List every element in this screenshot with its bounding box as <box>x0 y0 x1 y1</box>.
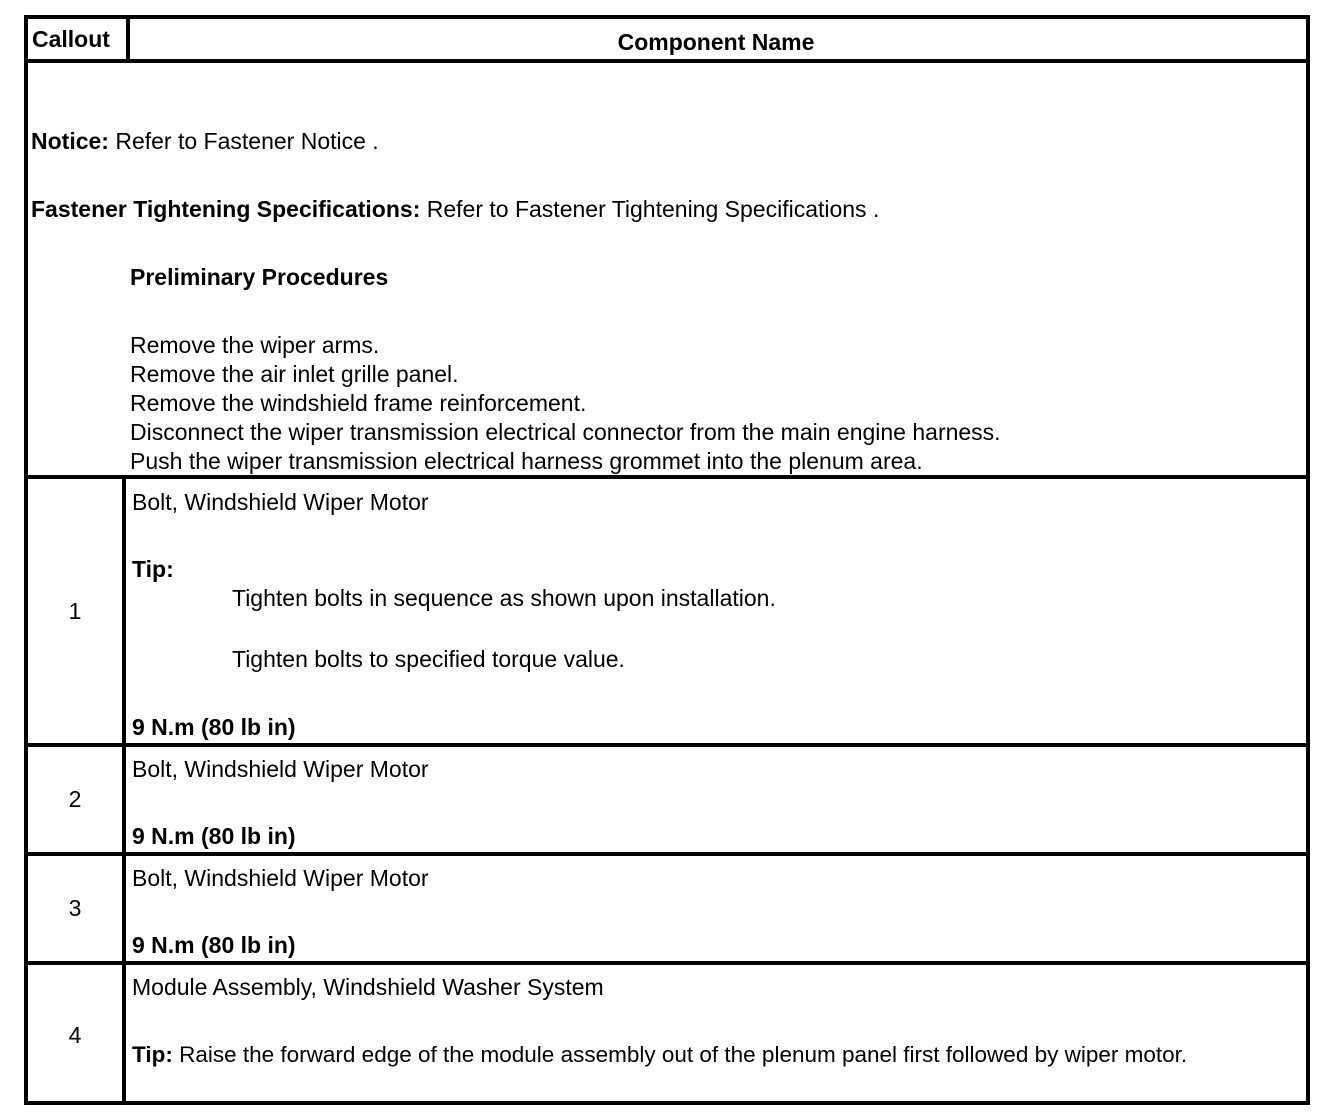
component-cell <box>126 965 1306 1105</box>
component-cell <box>126 479 1306 743</box>
notice-label: Notice: <box>31 128 109 154</box>
table-row <box>28 856 1306 965</box>
torque-value: 9 N.m (80 lb in) <box>132 932 296 958</box>
header-component-cell <box>126 19 1306 59</box>
notice-text: Refer to Fastener Notice . <box>115 128 379 154</box>
callout-cell <box>28 856 126 961</box>
table-row <box>28 747 1306 856</box>
header-callout-cell <box>28 19 130 59</box>
tip-line <box>132 1044 1187 1067</box>
callout-number: 1 <box>68 597 82 624</box>
spec-text: Refer to Fastener Tightening Specifications . <box>426 196 880 222</box>
table-row <box>28 965 1306 1105</box>
component-cell <box>126 856 1306 961</box>
preliminary-step: Remove the wiper arms. <box>130 332 380 358</box>
notes-row <box>28 63 1306 479</box>
preliminary-step: Disconnect the wiper transmission electrical connector from the main engine harness. <box>130 419 1001 445</box>
tip-label: Tip: <box>132 1042 173 1067</box>
callout-number: 2 <box>68 786 82 812</box>
callout-cell <box>28 479 126 743</box>
callout-number: 3 <box>68 895 82 921</box>
notice-line <box>31 130 379 153</box>
preliminary-step: Remove the air inlet grille panel. <box>130 361 459 387</box>
component-cell <box>126 747 1306 852</box>
header-callout-label: Callout <box>32 25 110 52</box>
component-name: Bolt, Windshield Wiper Motor <box>132 489 429 515</box>
preliminary-step: Push the wiper transmission electrical harness grommet into the plenum area. <box>130 448 923 474</box>
component-table <box>24 15 1310 1105</box>
component-name: Bolt, Windshield Wiper Motor <box>132 865 429 891</box>
tip-text: Tighten bolts to specified torque value. <box>232 646 625 672</box>
tip-text: Tighten bolts in sequence as shown upon installation. <box>232 585 776 611</box>
component-name: Module Assembly, Windshield Washer System <box>132 974 604 1000</box>
spec-label: Fastener Tightening Specifications: <box>31 196 421 222</box>
tip-text: Raise the forward edge of the module assembly out of the plenum panel first followed by wiper motor. <box>179 1042 1188 1067</box>
tip-label: Tip: <box>132 556 174 582</box>
spec-line <box>31 198 879 221</box>
torque-value: 9 N.m (80 lb in) <box>132 714 296 740</box>
torque-value: 9 N.m (80 lb in) <box>132 823 296 849</box>
header-component-label: Component Name <box>617 29 815 55</box>
callout-cell <box>28 747 126 852</box>
component-name: Bolt, Windshield Wiper Motor <box>132 756 429 782</box>
callout-number: 4 <box>68 1021 82 1048</box>
table-header-row <box>28 19 1306 63</box>
callout-cell <box>28 965 126 1105</box>
table-row <box>28 479 1306 747</box>
preliminary-step: Remove the windshield frame reinforcement. <box>130 390 587 416</box>
preliminary-title: Preliminary Procedures <box>130 264 389 290</box>
